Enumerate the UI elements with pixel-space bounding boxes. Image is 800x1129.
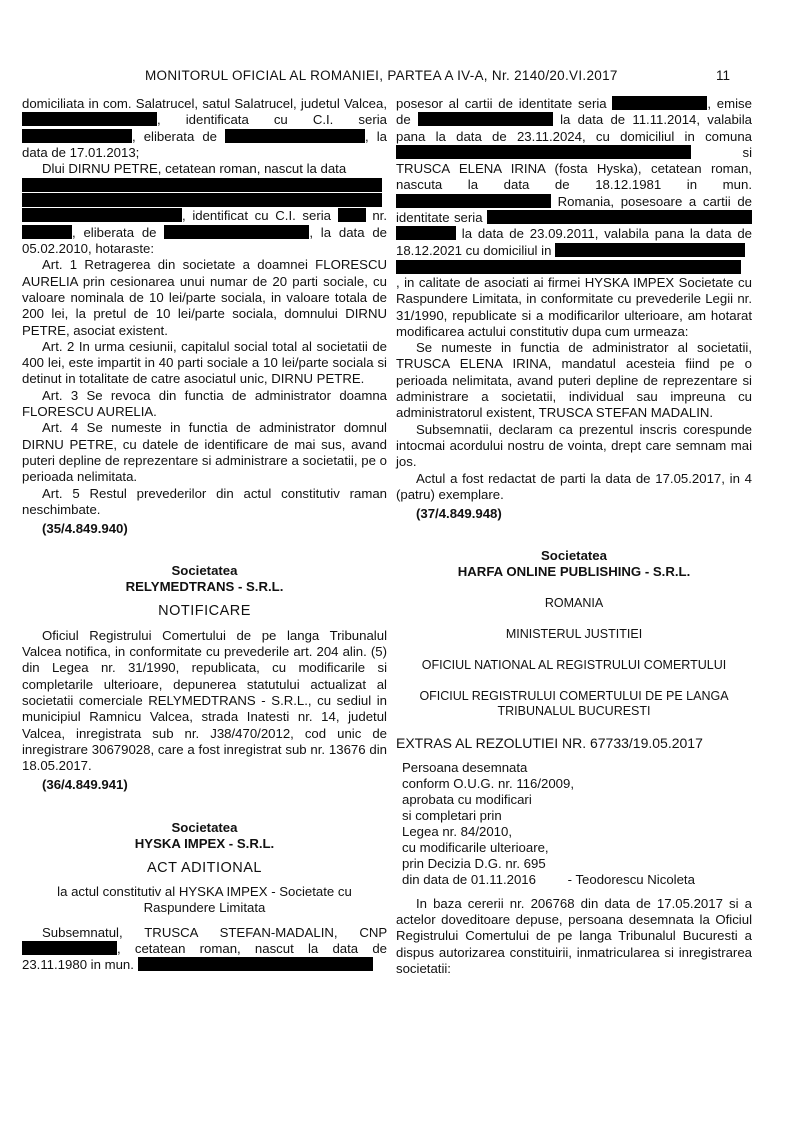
- paragraph-baza: In baza cererii nr. 206768 din data de 17.05.2017 si a actelor doveditoare depuse, persoana desemnata la Oficiul Registrului Comertului de pe langa Tribunalul Bucuresti a dispus autorizarea constituirii, inmatricularea si inregistrarea societatii:: [396, 895, 752, 976]
- national-office-heading: OFICIUL NATIONAL AL REGISTRULUI COMERTULUI: [421, 658, 727, 673]
- article-2: Art. 2 In urma cesiunii, capitalul social total al societatii de 400 lei, este impartit in 40 parti sociale a 10 lei/parte sociala si detinut in totalitate de catre asociatul unic, DIRNU PETRE.: [22, 338, 387, 387]
- paragraph-dirnu: Dlui DIRNU PETRE, cetatean roman, nascut la data: [42, 161, 347, 177]
- redaction-box: [138, 957, 373, 971]
- company-label: Societatea: [541, 548, 607, 564]
- redaction-box: [22, 178, 382, 192]
- bucharest-office-heading: OFICIUL REGISTRULUI COMERTULUI DE PE LANGA TRIBUNALUL BUCURESTI: [419, 689, 729, 719]
- act-title: ACT ADITIONAL: [146, 859, 262, 876]
- company-name: HARFA ONLINE PUBLISHING - S.R.L.: [457, 564, 691, 580]
- paragraph-posesor: posesor al cartii de identitate seria , emise de la data de 11.11.2014, valabila pana la data de 23.11.2024, cu domiciliul in comuna si TRUSCA ELENA IRINA (fosta Hyska), cetatean roman, nascuta la data de 18.12.1981 in mun. Romania, posesoare a cartii de identitate seria la data de 23.09.2011, valabila pana la data de 18.12.2021 cu domiciliul in: [396, 96, 752, 258]
- designated-person-line: conform O.U.G. nr. 116/2009,: [402, 775, 575, 791]
- paragraph-asociati: , in calitate de asociati ai firmei HYSKA IMPEX Societate cu Raspundere Limitata, in conformitate cu prevederile Legii nr. 31/1990, republicate si a modificarilor ulterioare, am hotarat modificarea actului constitutiv dupa cum urmeaza:: [396, 274, 752, 339]
- paragraph-subsemnatul: Subsemnatul, TRUSCA STEFAN-MADALIN, CNP , cetatean roman, nascut la data de 23.11.1980 in mun.: [22, 924, 387, 973]
- reference-number: (36/4.849.941): [42, 777, 128, 793]
- journal-title: MONITORUL OFICIAL AL ROMANIEI, PARTEA A IV-A, Nr. 2140/20.VI.2017: [145, 68, 618, 83]
- redaction-box: [22, 941, 117, 955]
- redaction-box: [225, 129, 365, 143]
- designated-person-name: - Teodorescu Nicoleta: [567, 871, 695, 887]
- designated-person-block: [396, 760, 752, 888]
- designated-person-line: prin Decizia D.G. nr. 695: [402, 855, 546, 871]
- notice-title: NOTIFICARE: [158, 603, 251, 620]
- left-column: [22, 96, 387, 973]
- company-label: Societatea: [171, 563, 238, 579]
- designated-person-line: aprobata cu modificari: [402, 791, 532, 807]
- page-header: [0, 68, 800, 90]
- ministry-heading: MINISTERUL JUSTITIEI: [505, 627, 643, 642]
- designated-person-line: si completari prin: [402, 807, 502, 823]
- notice-text: Oficiul Registrului Comertului de pe langa Tribunalul Valcea notifica, in conformitate cu prevederile art. 204 alin. (5) din Legea nr. 31/1990, republicata, cu modificarile si completarile ulterioare, depunerea statutului actualizat al societatii comerciale RELYMEDTRANS - S.R.L., cu sediul in municipiul Ramnicu Valcea, strada Inatesti nr. 14, judetul Valcea, inregistrata sub nr. J38/470/2012, cod unic de inregistrare 30679028, care a fost inregistrat sub nr. 13676 din 18.05.2017.: [22, 627, 387, 774]
- redaction-box: [338, 208, 366, 222]
- redaction-box: [22, 208, 182, 222]
- redaction-box: [396, 260, 741, 274]
- article-1: Art. 1 Retragerea din societate a doamnei FLORESCU AURELIA prin cesionarea unui numar de 20 parti sociale, cu valoare nominala de 10 lei/parte sociala, in valoare totala de 200 lei, la pretul de 10 lei/parte sociala, domnului DIRNU PETRE, asociat existent.: [22, 257, 387, 338]
- redaction-box: [396, 226, 456, 240]
- article-5: Art. 5 Restul prevederilor din actul constitutiv raman neschimbate.: [22, 485, 387, 517]
- resolution-extract-title: EXTRAS AL REZOLUTIEI NR. 67733/19.05.2017: [396, 735, 703, 752]
- redaction-box: [487, 210, 752, 224]
- redaction-box: [164, 225, 309, 239]
- country-heading: ROMANIA: [544, 596, 604, 611]
- redaction-box: [22, 112, 157, 126]
- company-name: HYSKA IMPEX - S.R.L.: [134, 835, 275, 851]
- paragraph-domicile: domiciliata in com. Salatrucel, satul Salatrucel, judetul Valcea, , identificata cu C.I. seria , eliberata de , la data de 17.01.2013;: [22, 96, 388, 160]
- designated-person-line: din data de 01.11.2016 - Teodorescu Nicoleta: [402, 871, 695, 887]
- redaction-box: [22, 129, 132, 143]
- company-label: Societatea: [171, 819, 238, 835]
- redaction-box: [555, 243, 745, 257]
- right-column: [396, 96, 752, 977]
- paragraph-redactat: Actul a fost redactat de parti la data de 17.05.2017, in 4 (patru) exemplare.: [396, 470, 752, 502]
- redaction-box: [396, 194, 551, 208]
- page-number: 11: [716, 68, 731, 83]
- reference-number: (35/4.849.940): [42, 521, 128, 537]
- redaction-box: [22, 225, 72, 239]
- article-4: Art. 4 Se numeste in functia de administrator domnul DIRNU PETRE, cu datele de identificare de mai sus, avand puteri depline de reprezentare si administrare a societatii, pe o perioada nelimitata.: [22, 420, 387, 485]
- redaction-box: [612, 96, 707, 110]
- redaction-box: [22, 193, 382, 207]
- reference-number: (37/4.849.948): [416, 506, 502, 522]
- company-name: RELYMEDTRANS - S.R.L.: [125, 579, 284, 595]
- redaction-box: [418, 112, 553, 126]
- designated-person-line: Persoana desemnata: [402, 759, 528, 775]
- act-subtitle: la actul constitutiv al HYSKA IMPEX - Societate cu Raspundere Limitata: [57, 883, 352, 916]
- designated-person-line: Legea nr. 84/2010,: [402, 823, 512, 839]
- paragraph-numeste: Se numeste in functia de administrator al societatii, TRUSCA ELENA IRINA, mandatul acesteia fiind pe o perioada nelimitata, avand puteri depline de reprezentare si administrare a societatii, individual sau impreuna cu administratorul existent, TRUSCA STEFAN MADALIN.: [396, 340, 752, 421]
- article-3: Art. 3 Se revoca din functia de administrator doamna FLORESCU AURELIA.: [22, 387, 387, 420]
- paragraph-dirnu-id: , identificat cu C.I. seria nr. , eliberata de , la data de 05.02.2010, hotaraste:: [22, 208, 388, 257]
- designated-person-line: cu modificarile ulterioare,: [402, 839, 549, 855]
- redaction-box: [396, 145, 691, 159]
- paragraph-subsemnatii: Subsemnatii, declaram ca prezentul inscris corespunde intocmai acordului nostru de vointa, drept care semnam mai jos.: [396, 421, 752, 470]
